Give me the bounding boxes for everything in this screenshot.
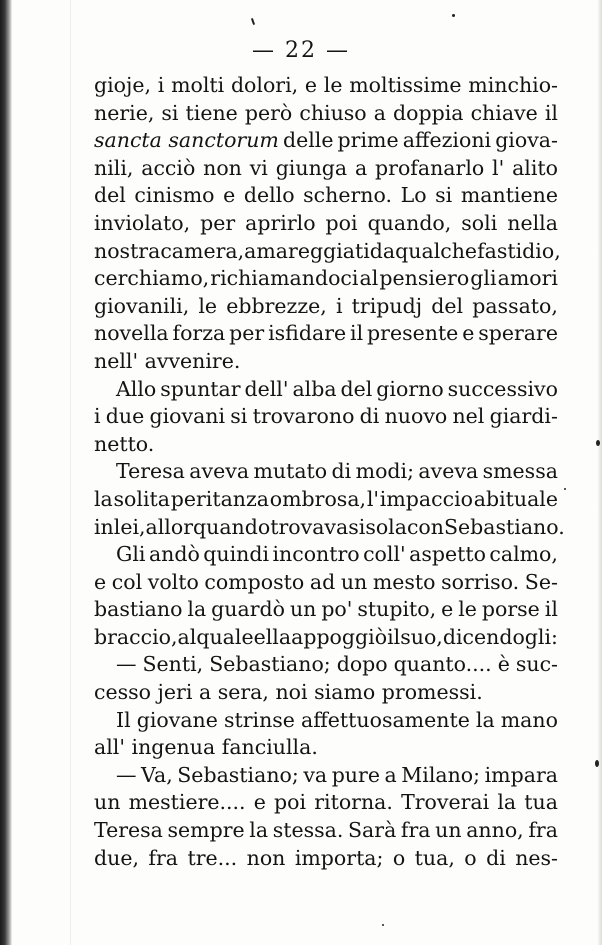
- word: dello: [243, 183, 295, 208]
- word: quindi: [203, 542, 270, 567]
- word: di: [486, 845, 506, 870]
- word: ad: [309, 569, 336, 594]
- word: aspetto: [409, 542, 486, 567]
- word: fra: [148, 845, 179, 870]
- word: ritorna.: [314, 790, 393, 815]
- word: dopo: [336, 652, 388, 677]
- word: Teresa: [116, 459, 185, 484]
- word: fra: [400, 818, 431, 843]
- word: stupito,: [357, 597, 437, 622]
- word: stessa.: [272, 818, 344, 843]
- word: peritanza: [170, 486, 270, 511]
- word: e: [223, 183, 236, 208]
- text-line: [94, 514, 565, 542]
- word: sperare: [478, 321, 558, 346]
- text-line: [94, 431, 558, 459]
- text-line: [94, 651, 558, 679]
- word: noi: [275, 680, 308, 705]
- word: nuovo: [384, 404, 448, 429]
- word: sera,: [217, 680, 269, 705]
- word: dell': [244, 376, 289, 401]
- word: aveva: [418, 459, 479, 484]
- word: tua: [524, 790, 558, 815]
- word: abituale: [473, 486, 558, 511]
- page-number: — 22 —: [252, 38, 350, 63]
- word: isfidare: [268, 321, 347, 346]
- word: di: [331, 459, 352, 484]
- book-spine-edge: [0, 0, 12, 945]
- text-line: [94, 348, 558, 376]
- text-line: [94, 293, 558, 321]
- word: si: [435, 183, 453, 208]
- text-line: [94, 817, 558, 845]
- word: gioje,: [94, 73, 152, 97]
- word: forza: [172, 321, 226, 346]
- word: Milano;: [401, 762, 481, 787]
- word: giardi-: [489, 404, 558, 429]
- text-line: [94, 100, 558, 128]
- word: promessi.: [381, 680, 483, 705]
- word: un: [435, 818, 462, 843]
- word: novella: [94, 321, 169, 346]
- word: le: [198, 293, 218, 318]
- body-text: [94, 72, 565, 872]
- word: passato,: [472, 293, 558, 318]
- word: Sarà: [348, 818, 397, 843]
- word: le: [323, 73, 343, 97]
- word: la: [497, 790, 517, 815]
- word: poi: [274, 790, 307, 815]
- word: non: [246, 845, 286, 870]
- word: va: [303, 762, 328, 787]
- word: al: [177, 624, 197, 649]
- text-line: [94, 155, 558, 183]
- word: all': [94, 735, 125, 760]
- word: un: [94, 790, 121, 815]
- word: il: [387, 624, 401, 649]
- word: nostra: [94, 238, 161, 263]
- word: Allo: [116, 376, 157, 401]
- word: presente: [367, 321, 459, 346]
- word: doppia: [393, 100, 464, 125]
- text-line: [94, 707, 558, 735]
- word: Sebastiano;: [177, 762, 299, 787]
- word: amori: [497, 266, 558, 291]
- word: fra: [528, 818, 558, 843]
- word: scherno.: [303, 183, 392, 208]
- word: tripudj: [351, 293, 423, 318]
- word: mestiere....: [128, 790, 246, 815]
- word: spuntar: [160, 376, 241, 401]
- word: del: [94, 183, 126, 208]
- word: andò: [148, 542, 200, 567]
- word: Senti,: [142, 652, 204, 677]
- word: Se-: [524, 569, 558, 594]
- word: si: [161, 100, 179, 125]
- text-line: [94, 486, 558, 514]
- text-line: [94, 376, 558, 404]
- word: Troverai: [401, 790, 490, 815]
- word: trovarono: [252, 404, 355, 429]
- word: chiuso: [299, 100, 367, 125]
- word: quanto....: [393, 652, 492, 677]
- text-line: [94, 624, 558, 652]
- text-line: [94, 127, 558, 155]
- word: fanciulla.: [221, 735, 318, 760]
- word: da: [369, 238, 396, 263]
- word: quando,: [367, 210, 452, 235]
- word: di: [359, 404, 380, 429]
- word: solita: [113, 486, 170, 511]
- word: poi: [325, 210, 358, 235]
- word: e: [94, 569, 107, 594]
- word: giovane: [136, 707, 218, 732]
- word: anno,: [466, 818, 524, 843]
- word: il: [544, 597, 558, 622]
- word: molti: [171, 73, 225, 97]
- word: l': [366, 486, 380, 511]
- word: Sebastiano.: [443, 514, 565, 539]
- word: alba: [292, 376, 337, 401]
- word: è: [497, 652, 510, 677]
- word: soli: [461, 210, 498, 235]
- word: al: [359, 266, 379, 291]
- word: però: [244, 100, 293, 125]
- word: guardò: [211, 597, 285, 622]
- word: bastiano: [94, 597, 183, 622]
- word: cesso: [94, 680, 151, 705]
- word: successivo: [447, 376, 558, 401]
- word: qualche: [395, 238, 478, 263]
- word: prime: [337, 128, 399, 153]
- word: i: [94, 404, 101, 429]
- word: Il: [116, 707, 131, 732]
- word: strinse: [223, 707, 295, 732]
- word: volto: [147, 569, 199, 594]
- word: mutato: [253, 459, 328, 484]
- word: non: [203, 155, 242, 180]
- word: nes-: [515, 845, 558, 870]
- word: inviolato,: [94, 210, 191, 235]
- word: suc-: [515, 652, 558, 677]
- word: ella: [253, 624, 292, 649]
- word: aveva: [189, 459, 250, 484]
- word: —: [116, 762, 137, 787]
- word: giunga: [275, 155, 348, 180]
- word: con: [406, 514, 444, 539]
- word: suo,: [400, 624, 443, 649]
- scan-speck: [596, 440, 600, 446]
- word: nel: [452, 404, 485, 429]
- word: netto.: [94, 431, 155, 456]
- word: affezioni: [402, 128, 492, 153]
- word: fastidio,: [477, 238, 561, 263]
- word: i: [157, 73, 165, 97]
- word: la: [94, 486, 113, 511]
- word: mantiene: [460, 183, 558, 208]
- word: si: [230, 404, 248, 429]
- word: tre...: [187, 845, 238, 870]
- page-right-edge: [598, 0, 602, 945]
- word: Teresa: [94, 818, 163, 843]
- word: quale: [196, 624, 254, 649]
- word: nili,: [94, 155, 134, 180]
- text-line: [94, 238, 561, 266]
- word: impaccio: [379, 486, 473, 511]
- word: trovavasi: [270, 514, 366, 539]
- word: lei,: [113, 514, 146, 539]
- word: col: [111, 569, 143, 594]
- word: camera,: [160, 238, 245, 263]
- word: le: [458, 597, 477, 622]
- word: ebbrezze,: [226, 293, 327, 318]
- word: l': [492, 155, 505, 180]
- word: due,: [94, 845, 139, 870]
- page-gutter-shadow: [70, 0, 71, 945]
- word: la: [475, 707, 495, 732]
- word: del: [340, 376, 373, 401]
- word: sorriso.: [441, 569, 520, 594]
- text-line: [94, 265, 558, 293]
- word: acciò: [141, 155, 196, 180]
- word: alito: [512, 155, 558, 180]
- scan-speck: [595, 760, 599, 767]
- word: cerchiamo,: [94, 266, 210, 291]
- word: e: [253, 790, 266, 815]
- word: giorno: [376, 376, 444, 401]
- word: delle: [282, 128, 334, 153]
- text-line: [94, 734, 558, 762]
- word: incontro: [272, 542, 360, 567]
- word: un: [340, 569, 368, 594]
- text-line: [94, 403, 558, 431]
- text-line: [94, 320, 558, 348]
- word: il: [350, 321, 364, 346]
- text-line: [94, 845, 558, 873]
- word: nell': [94, 348, 139, 373]
- text-line: [94, 182, 558, 210]
- word: impara: [484, 762, 558, 787]
- word: e: [441, 597, 454, 622]
- text-line: [94, 72, 558, 100]
- text-line: [94, 210, 558, 238]
- word: appoggiò: [291, 624, 388, 649]
- scan-speck: [564, 488, 566, 490]
- word: e: [304, 73, 318, 97]
- text-line: [94, 596, 558, 624]
- word: in: [94, 514, 114, 539]
- word: sola: [365, 514, 407, 539]
- text-line: [94, 679, 558, 707]
- word: dolori,: [230, 73, 299, 97]
- word: i: [335, 293, 343, 318]
- word: giovanili,: [94, 293, 190, 318]
- word: Lo: [400, 183, 427, 208]
- word: mano: [500, 707, 558, 732]
- word: pensiero: [379, 266, 470, 291]
- word: per: [200, 210, 236, 235]
- word: il: [544, 100, 558, 125]
- word: Sebastiano;: [209, 652, 331, 677]
- word: la: [249, 818, 269, 843]
- word: jeri: [157, 680, 193, 705]
- word: pure: [331, 762, 380, 787]
- text-line: [94, 762, 558, 790]
- scan-speck: [382, 924, 384, 926]
- word: Gli: [116, 542, 146, 567]
- word: gli: [470, 266, 497, 291]
- word: ombrosa,: [269, 486, 367, 511]
- word: cinismo: [134, 183, 215, 208]
- text-line: [94, 541, 558, 569]
- scan-speck: [452, 14, 455, 17]
- word: due: [105, 404, 145, 429]
- word: per: [229, 321, 265, 346]
- word: sempre: [167, 818, 245, 843]
- word: un: [289, 597, 317, 622]
- word: moltissime: [349, 73, 462, 97]
- word: e: [462, 321, 475, 346]
- text-line: [94, 789, 558, 817]
- word: composto: [204, 569, 305, 594]
- text-line: [94, 569, 558, 597]
- word: importa;: [294, 845, 384, 870]
- word: avvenire.: [144, 348, 241, 373]
- word: chiave: [470, 100, 538, 125]
- word: coll': [363, 542, 406, 567]
- word: a: [373, 100, 386, 125]
- word: giova-: [495, 128, 558, 153]
- word: a: [198, 680, 212, 705]
- word: aprirlo: [245, 210, 316, 235]
- word: porse: [481, 597, 540, 622]
- word: a: [354, 155, 368, 180]
- scan-speck: [251, 18, 255, 25]
- word: allorquando: [145, 514, 271, 539]
- word: sancta sanctorum: [94, 128, 279, 153]
- word: richiamandoci: [210, 266, 359, 291]
- word: tua,: [414, 845, 455, 870]
- word: o: [464, 845, 477, 870]
- text-line: [94, 458, 558, 486]
- word: a: [384, 762, 397, 787]
- word: del: [431, 293, 464, 318]
- word: amareggiati: [244, 238, 370, 263]
- word: braccio,: [94, 624, 178, 649]
- word: minchio-: [468, 73, 558, 97]
- word: giovani: [149, 404, 226, 429]
- word: nella: [507, 210, 558, 235]
- word: calmo,: [489, 542, 558, 567]
- word: nerie,: [94, 100, 155, 125]
- word: modi;: [355, 459, 415, 484]
- word: ingenua: [131, 735, 216, 760]
- word: Va,: [141, 762, 173, 787]
- word: dicendogli:: [442, 624, 558, 649]
- word: la: [187, 597, 207, 622]
- word: siamo: [314, 680, 376, 705]
- word: o: [392, 845, 406, 870]
- word: tiene: [185, 100, 238, 125]
- word: affettuosamente: [301, 707, 470, 732]
- word: po': [321, 597, 353, 622]
- word: profanarlo: [375, 155, 485, 180]
- word: —: [116, 652, 137, 677]
- word: smessa: [482, 459, 558, 484]
- word: vi: [249, 155, 268, 180]
- word: mesto: [372, 569, 436, 594]
